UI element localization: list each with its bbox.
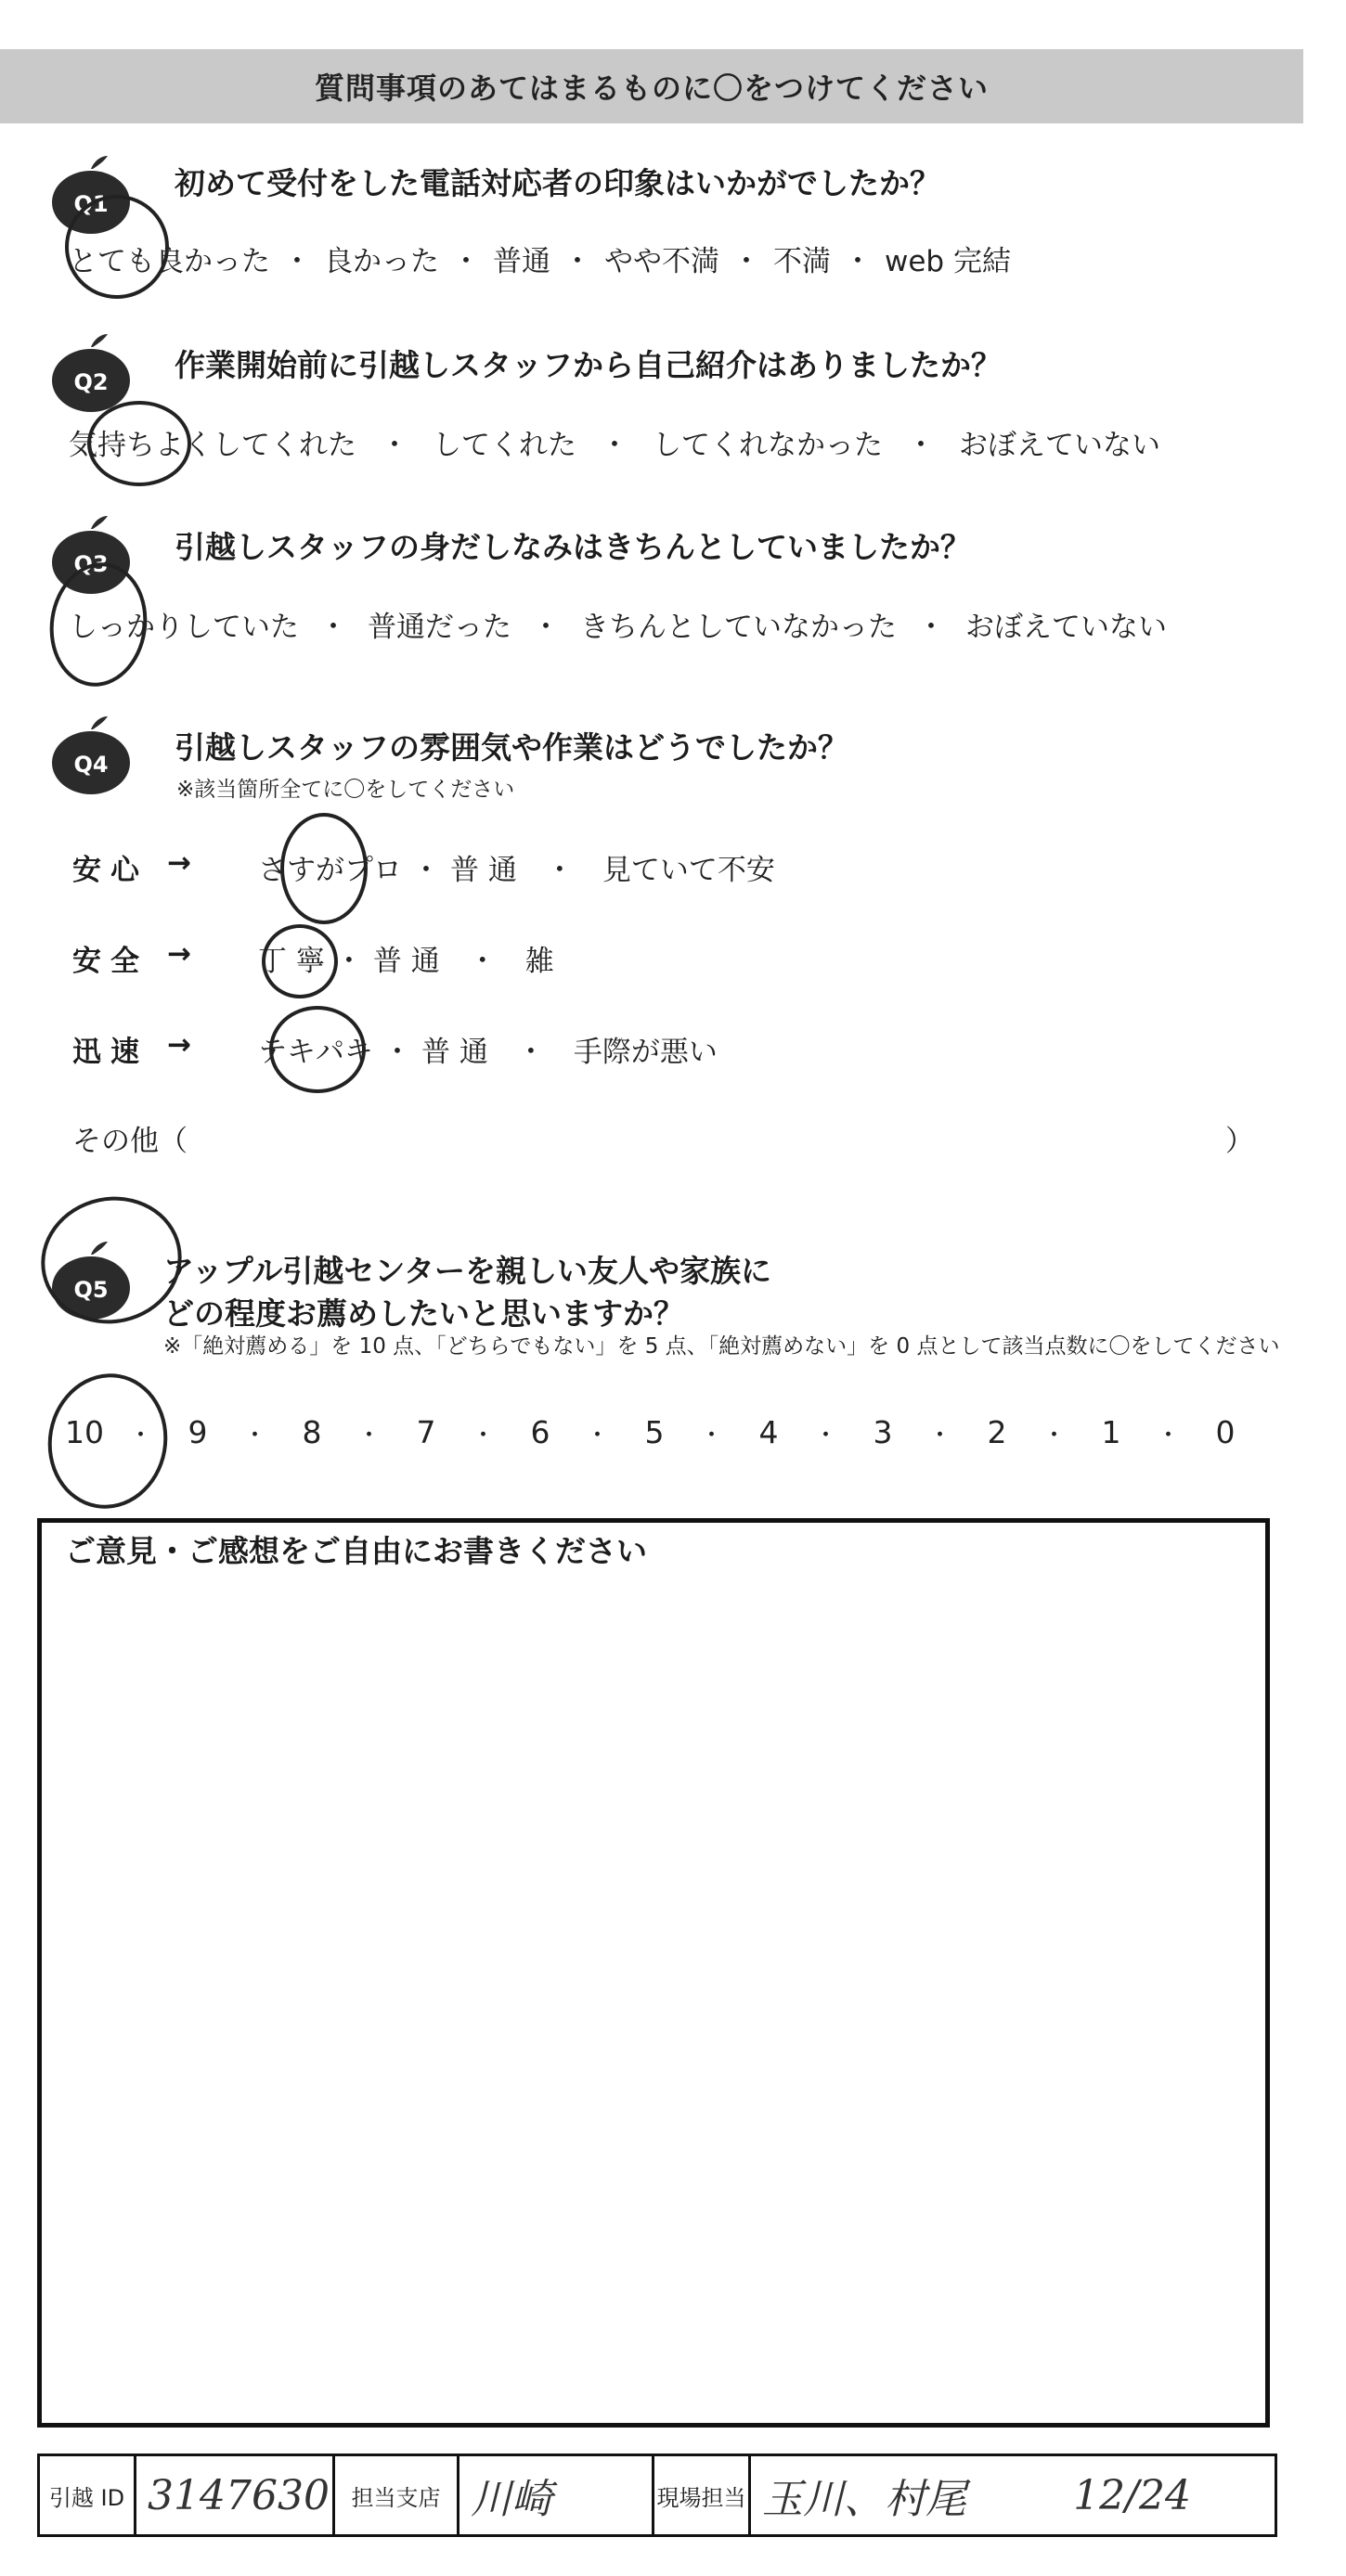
comments-title: ご意見・ご感想をご自由にお書きください bbox=[65, 1533, 647, 1569]
arrow-icon: → bbox=[167, 846, 191, 880]
separator-dot: ・ bbox=[471, 1422, 496, 1449]
badge-label: Q3 bbox=[73, 551, 109, 577]
q4-badge-icon bbox=[46, 709, 136, 798]
separator-dot: ・ bbox=[411, 854, 441, 887]
q2-question: 作業開始前に引越しスタッフから自己紹介はありましたか？ bbox=[175, 347, 1002, 383]
q4-row-label-anzen: 安全 bbox=[72, 945, 149, 978]
q3-option[interactable]: しっかりしていた bbox=[69, 611, 299, 644]
separator-dot: ・ bbox=[242, 1422, 267, 1449]
staff-cell bbox=[751, 2456, 1275, 2534]
scale-option[interactable]: 8 bbox=[302, 1414, 322, 1450]
badge-label: Q5 bbox=[73, 1277, 109, 1303]
q4-row-label-jinsoku: 迅速 bbox=[72, 1036, 149, 1069]
scale-option[interactable]: 1 bbox=[1101, 1414, 1121, 1450]
q1-option[interactable]: やや不満 bbox=[604, 245, 719, 278]
q4-note: ※該当箇所全てに〇をしてください bbox=[176, 778, 515, 802]
scale-option[interactable]: 4 bbox=[758, 1414, 779, 1450]
separator-dot: ・ bbox=[813, 1422, 838, 1449]
separator-dot: ・ bbox=[906, 429, 936, 462]
separator-dot: ・ bbox=[516, 1036, 546, 1069]
q3-question: 引越しスタッフの身だしなみはきちんとしていましたか？ bbox=[175, 529, 971, 565]
q3-options bbox=[69, 603, 1167, 645]
scale-option[interactable]: 2 bbox=[987, 1414, 1007, 1450]
q1-option[interactable]: とても良かった bbox=[69, 245, 270, 278]
separator-dot: ・ bbox=[1156, 1422, 1181, 1449]
separator-dot: ・ bbox=[531, 611, 561, 644]
comments-box[interactable] bbox=[37, 1518, 1270, 2428]
badge-label: Q2 bbox=[73, 369, 109, 395]
q3-option[interactable]: 普通だった bbox=[368, 611, 511, 644]
q5-note: ※「絶対薦める」を 10 点、「どちらでもない」を 5 点、「絶対薦めない」を 0 点として該当点数に〇をしてください bbox=[163, 1334, 1280, 1359]
branch-label: 担当支店 bbox=[335, 2456, 459, 2534]
q4-option[interactable]: 普 通 bbox=[372, 945, 440, 978]
badge-label: Q1 bbox=[73, 191, 109, 217]
q3-option[interactable]: おぼえていない bbox=[965, 611, 1167, 644]
separator-dot: ・ bbox=[356, 1422, 382, 1449]
q3-badge-icon bbox=[46, 509, 136, 598]
q5-scale bbox=[65, 1414, 1244, 1461]
staff-label: 現場担当 bbox=[654, 2456, 751, 2534]
separator-dot: ・ bbox=[451, 245, 481, 278]
badge-label: Q4 bbox=[73, 752, 109, 778]
separator-dot: ・ bbox=[128, 1422, 153, 1449]
q5-badge-icon bbox=[46, 1234, 136, 1323]
q4-row-anshin-options bbox=[258, 846, 775, 888]
separator-dot: ・ bbox=[916, 611, 946, 644]
q4-option[interactable]: 雑 bbox=[524, 945, 554, 978]
q4-row-jinsoku-options bbox=[258, 1028, 718, 1070]
q4-option[interactable]: 普 通 bbox=[421, 1036, 488, 1069]
q4-option[interactable]: 見ていて不安 bbox=[602, 854, 775, 887]
separator-dot: ・ bbox=[282, 245, 312, 278]
separator-dot: ・ bbox=[699, 1422, 724, 1449]
scale-option[interactable]: 7 bbox=[416, 1414, 436, 1450]
q1-option[interactable]: 良かった bbox=[324, 245, 439, 278]
footer-table bbox=[37, 2454, 1277, 2537]
q4-row-anzen-options bbox=[258, 937, 554, 979]
arrow-icon: → bbox=[167, 1028, 191, 1062]
arrow-icon: → bbox=[167, 937, 191, 971]
scale-option[interactable]: 9 bbox=[188, 1414, 208, 1450]
q4-option[interactable]: テキパキ bbox=[258, 1036, 373, 1069]
scale-option[interactable]: 3 bbox=[873, 1414, 893, 1450]
q2-badge-icon bbox=[46, 327, 136, 416]
scale-option[interactable]: 0 bbox=[1215, 1414, 1236, 1450]
separator-dot: ・ bbox=[600, 429, 629, 462]
q1-question: 初めて受付をした電話対応者の印象はいかがでしたか？ bbox=[175, 165, 940, 201]
q5-question-line1: アップル引越センターを親しい友人や家族に bbox=[163, 1253, 772, 1289]
separator-dot: ・ bbox=[318, 611, 348, 644]
q2-option[interactable]: 気持ちよくしてくれた bbox=[69, 429, 356, 462]
header-title: 質問事項のあてはまるものに〇をつけてください bbox=[314, 71, 989, 106]
q1-option[interactable]: 不満 bbox=[773, 245, 831, 278]
date-value: 12/24 bbox=[1073, 2471, 1191, 2519]
separator-dot: ・ bbox=[382, 1036, 412, 1069]
separator-dot: ・ bbox=[731, 245, 761, 278]
q1-badge-icon bbox=[46, 148, 136, 238]
q3-option[interactable]: きちんとしていなかった bbox=[580, 611, 897, 644]
q4-question: 引越しスタッフの雰囲気や作業はどうでしたか？ bbox=[175, 729, 848, 766]
scale-option[interactable]: 6 bbox=[530, 1414, 550, 1450]
scale-option[interactable]: 5 bbox=[644, 1414, 665, 1450]
q4-option[interactable]: 手際が悪い bbox=[573, 1036, 718, 1069]
q4-option[interactable]: 丁 寧 bbox=[258, 945, 325, 978]
q4-row-label-anshin: 安心 bbox=[72, 854, 149, 887]
separator-dot: ・ bbox=[334, 945, 364, 978]
q2-option[interactable]: してくれなかった bbox=[653, 429, 883, 462]
separator-dot: ・ bbox=[1042, 1422, 1067, 1449]
separator-dot: ・ bbox=[927, 1422, 952, 1449]
q4-option[interactable]: さすがプロ bbox=[258, 854, 402, 887]
separator-dot: ・ bbox=[563, 245, 592, 278]
q1-option[interactable]: 普通 bbox=[493, 245, 550, 278]
q4-other-close: ） bbox=[1225, 1125, 1254, 1158]
id-label: 引越 ID bbox=[40, 2456, 136, 2534]
q2-options bbox=[69, 421, 1160, 463]
separator-dot: ・ bbox=[380, 429, 409, 462]
q5-question-line2: どの程度お薦めしたいと思いますか？ bbox=[163, 1295, 684, 1332]
q1-option[interactable]: web 完結 bbox=[885, 245, 1011, 278]
q1-options bbox=[69, 238, 1011, 279]
separator-dot: ・ bbox=[585, 1422, 610, 1449]
staff-value: 玉川、村尾 bbox=[762, 2476, 966, 2523]
id-value: 3147630 bbox=[136, 2456, 335, 2534]
q4-other-label: その他（ bbox=[72, 1125, 188, 1158]
q4-option[interactable]: 普 通 bbox=[450, 854, 517, 887]
scale-option[interactable]: 10 bbox=[65, 1414, 104, 1450]
header-bar bbox=[0, 49, 1303, 123]
q2-option[interactable]: してくれた bbox=[433, 429, 576, 462]
q2-option[interactable]: おぼえていない bbox=[959, 429, 1160, 462]
separator-dot: ・ bbox=[843, 245, 873, 278]
separator-dot: ・ bbox=[545, 854, 575, 887]
separator-dot: ・ bbox=[468, 945, 498, 978]
branch-value: 川崎 bbox=[459, 2456, 654, 2534]
